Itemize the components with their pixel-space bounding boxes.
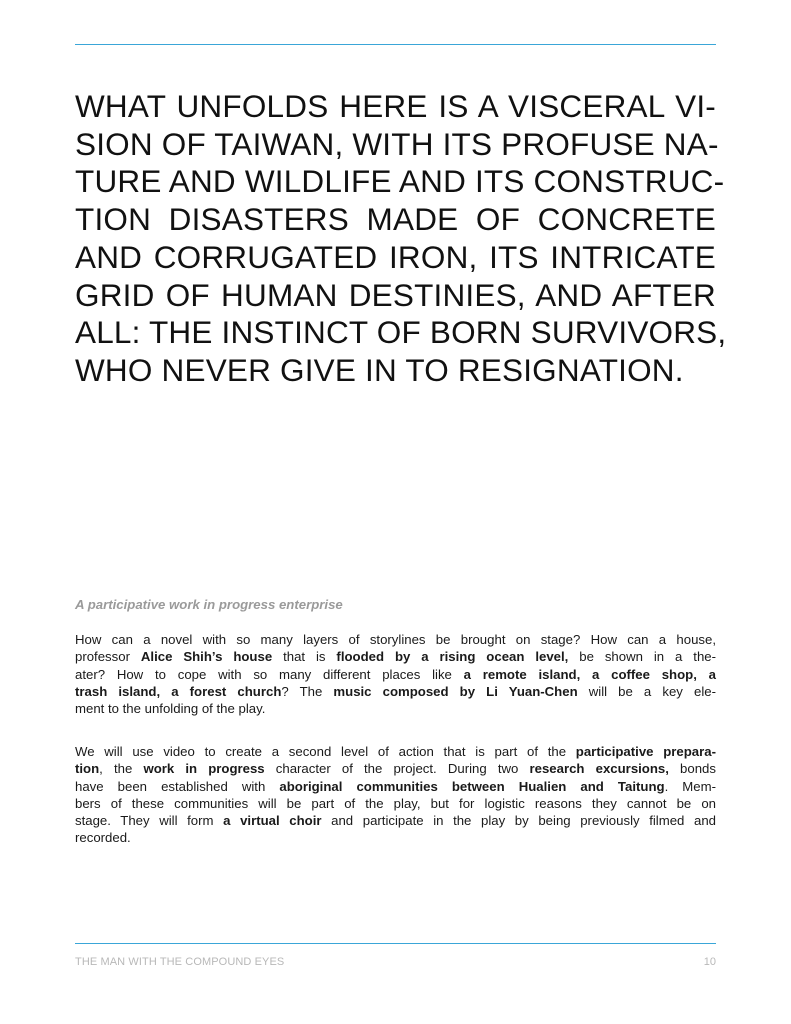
paragraph-line: ater? How to cope with so many different places like a remote island, a coffee shop, a xyxy=(75,666,716,682)
paragraph-line: recorded. xyxy=(75,830,131,846)
headline-line: GRID OF HUMAN DESTINIES, AND AFTER xyxy=(75,276,716,313)
footer-book-title: THE MAN WITH THE COMPOUND EYES xyxy=(75,956,285,968)
paragraph-line: trash island, a forest church? The music composed by Li Yuan-Chen will be a key ele- xyxy=(75,683,716,699)
page-number: 10 xyxy=(703,956,716,968)
headline-line: ALL: THE INSTINCT OF BORN SURVIVORS, xyxy=(75,314,727,351)
paragraph-line: tion, the work in progress character of the project. During two research excursions, bonds xyxy=(75,761,716,777)
paragraph-line: We will use video to create a second level of action that is part of the participative prepara- xyxy=(75,744,716,759)
headline-line: WHO NEVER GIVE IN TO RESIGNATION. xyxy=(75,351,684,388)
paragraph-line: have been established with aboriginal communities between Hualien and Taitung. Mem- xyxy=(75,778,716,794)
paragraph-line: How can a novel with so many layers of storylines be brought on stage? How can a house, xyxy=(75,632,716,647)
paragraph-1 xyxy=(75,631,716,717)
headline-line: SION OF TAIWAN, WITH ITS PROFUSE NA- xyxy=(75,125,719,162)
paragraph-line: stage. They will form a virtual choir and participate in the play by being previously filmed and xyxy=(75,813,716,829)
headline-line: TURE AND WILDLIFE AND ITS CONSTRUC- xyxy=(75,163,725,200)
paragraph-line: professor Alice Shih’s house that is flooded by a rising ocean level, be shown in a the- xyxy=(75,649,717,665)
headline-line: WHAT UNFOLDS HERE IS A VISCERAL VI- xyxy=(75,88,716,124)
paragraph-line: bers of these communities will be part of the play, but for logistic reasons they cannot be on xyxy=(75,795,716,811)
headline-line: AND CORRUGATED IRON, ITS INTRICATE xyxy=(75,238,716,275)
bottom-rule xyxy=(75,943,716,944)
paragraph-line: ment to the unfolding of the play. xyxy=(75,701,266,717)
section-subheading: A participative work in progress enterprise xyxy=(75,597,343,612)
top-rule xyxy=(75,44,716,45)
headline-quote xyxy=(75,88,727,390)
paragraph-2 xyxy=(75,743,716,847)
headline-line: TION DISASTERS MADE OF CONCRETE xyxy=(75,201,716,238)
